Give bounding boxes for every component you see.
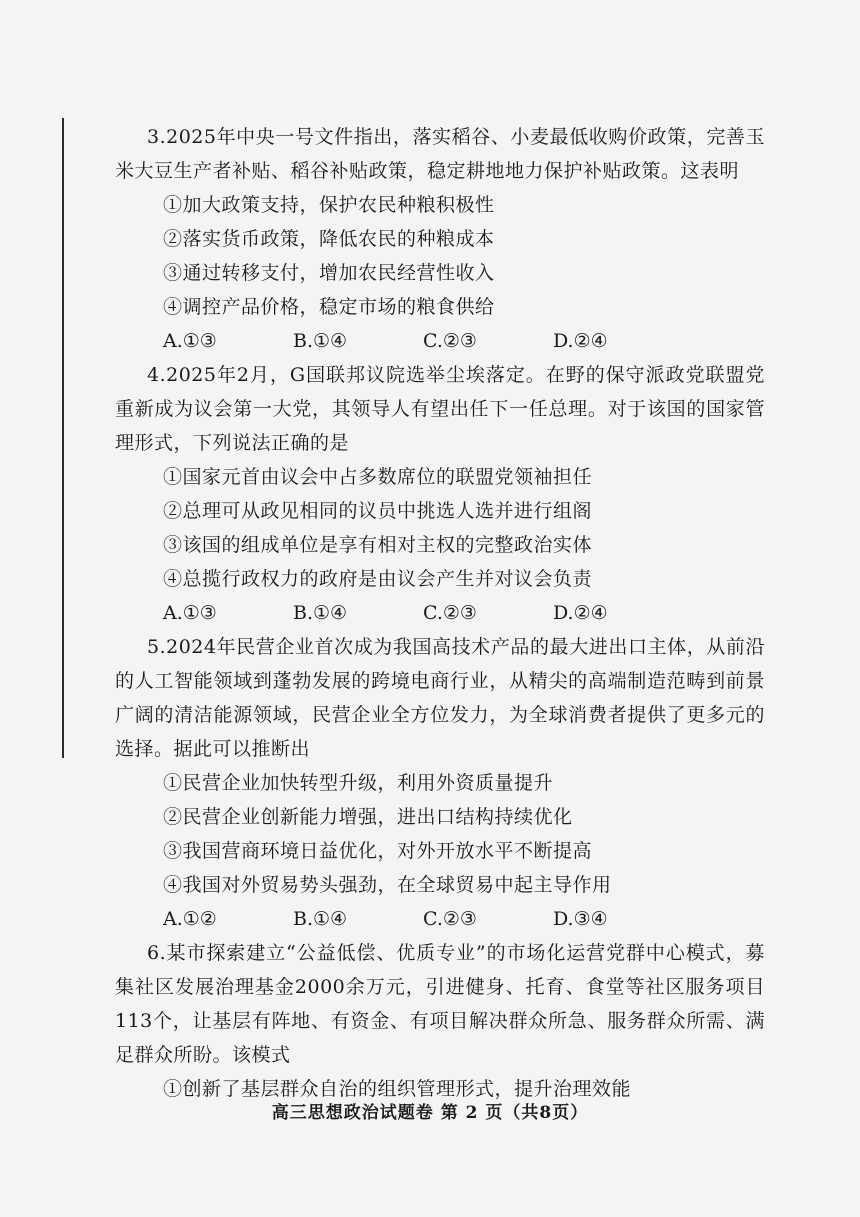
question-5 (115, 630, 765, 936)
question-stem: 6.某市探索建立“公益低偿、优质专业”的市场化运营党群中心模式，募集社区发展治理基金2000余万元，引进健身、托育、食堂等社区服务项目113个，让基层有阵地、有资金、有项目解决群众所急、服务群众所需、满足群众所盼。该模式 (115, 942, 765, 1066)
choice-b: B.①④ (293, 908, 348, 930)
margin-line (62, 118, 64, 758)
option-item: ③我国营商环境日益优化，对外开放水平不断提高 (163, 840, 593, 862)
choice-c: C.②③ (423, 330, 477, 352)
answer-choices (115, 596, 765, 630)
choice-b: B.①④ (293, 602, 348, 624)
question-4 (115, 358, 765, 630)
option-item: ④总揽行政权力的政府是由议会产生并对议会负责 (163, 568, 593, 590)
question-stem: 5.2024年民营企业首次成为我国高技术产品的最大进出口主体，从前沿的人工智能领域到蓬勃发展的跨境电商行业，从精尖的高端制造范畴到前景广阔的清洁能源领域，民营企业全方位发力，为全球消费者提供了更多元的选择。据此可以推断出 (115, 636, 765, 760)
choice-d: D.③④ (553, 908, 608, 930)
choice-a: A.①③ (163, 602, 217, 624)
question-list (115, 120, 765, 1106)
option-item: ①国家元首由议会中占多数席位的联盟党领袖担任 (163, 466, 593, 488)
choice-a: A.①② (163, 908, 217, 930)
option-item: ②民营企业创新能力增强，进出口结构持续优化 (163, 806, 573, 828)
choice-c: C.②③ (423, 602, 477, 624)
option-item: ④调控产品价格，稳定市场的粮食供给 (163, 296, 495, 318)
answer-choices (115, 902, 765, 936)
option-item: ①加大政策支持，保护农民种粮积极性 (163, 194, 495, 216)
question-stem: 4.2025年2月，G国联邦议院选举尘埃落定。在野的保守派政党联盟党重新成为议会第一大党，其领导人有望出任下一任总理。对于该国的国家管理形式，下列说法正确的是 (115, 364, 765, 454)
answer-choices (115, 324, 765, 358)
question-stem: 3.2025年中央一号文件指出，落实稻谷、小麦最低收购价政策，完善玉米大豆生产者补贴、稻谷补贴政策，稳定耕地地力保护补贴政策。这表明 (115, 126, 765, 182)
choice-d: D.②④ (553, 330, 608, 352)
option-item: ①创新了基层群众自治的组织管理形式，提升治理效能 (163, 1078, 632, 1100)
choice-a: A.①③ (163, 330, 217, 352)
question-6 (115, 936, 765, 1106)
option-item: ③该国的组成单位是享有相对主权的完整政治实体 (163, 534, 593, 556)
option-item: ②落实货币政策，降低农民的种粮成本 (163, 228, 495, 250)
choice-c: C.②③ (423, 908, 477, 930)
option-item: ①民营企业加快转型升级，利用外资质量提升 (163, 772, 554, 794)
question-3 (115, 120, 765, 358)
option-item: ④我国对外贸易势头强劲，在全球贸易中起主导作用 (163, 874, 612, 896)
option-item: ③通过转移支付，增加农民经营性收入 (163, 262, 495, 284)
option-item: ②总理可从政见相同的议员中挑选人选并进行组阁 (163, 500, 593, 522)
page-footer: 高三思想政治试题卷 第 2 页（共8页） (271, 1103, 589, 1123)
choice-b: B.①④ (293, 330, 348, 352)
choice-d: D.②④ (553, 602, 608, 624)
